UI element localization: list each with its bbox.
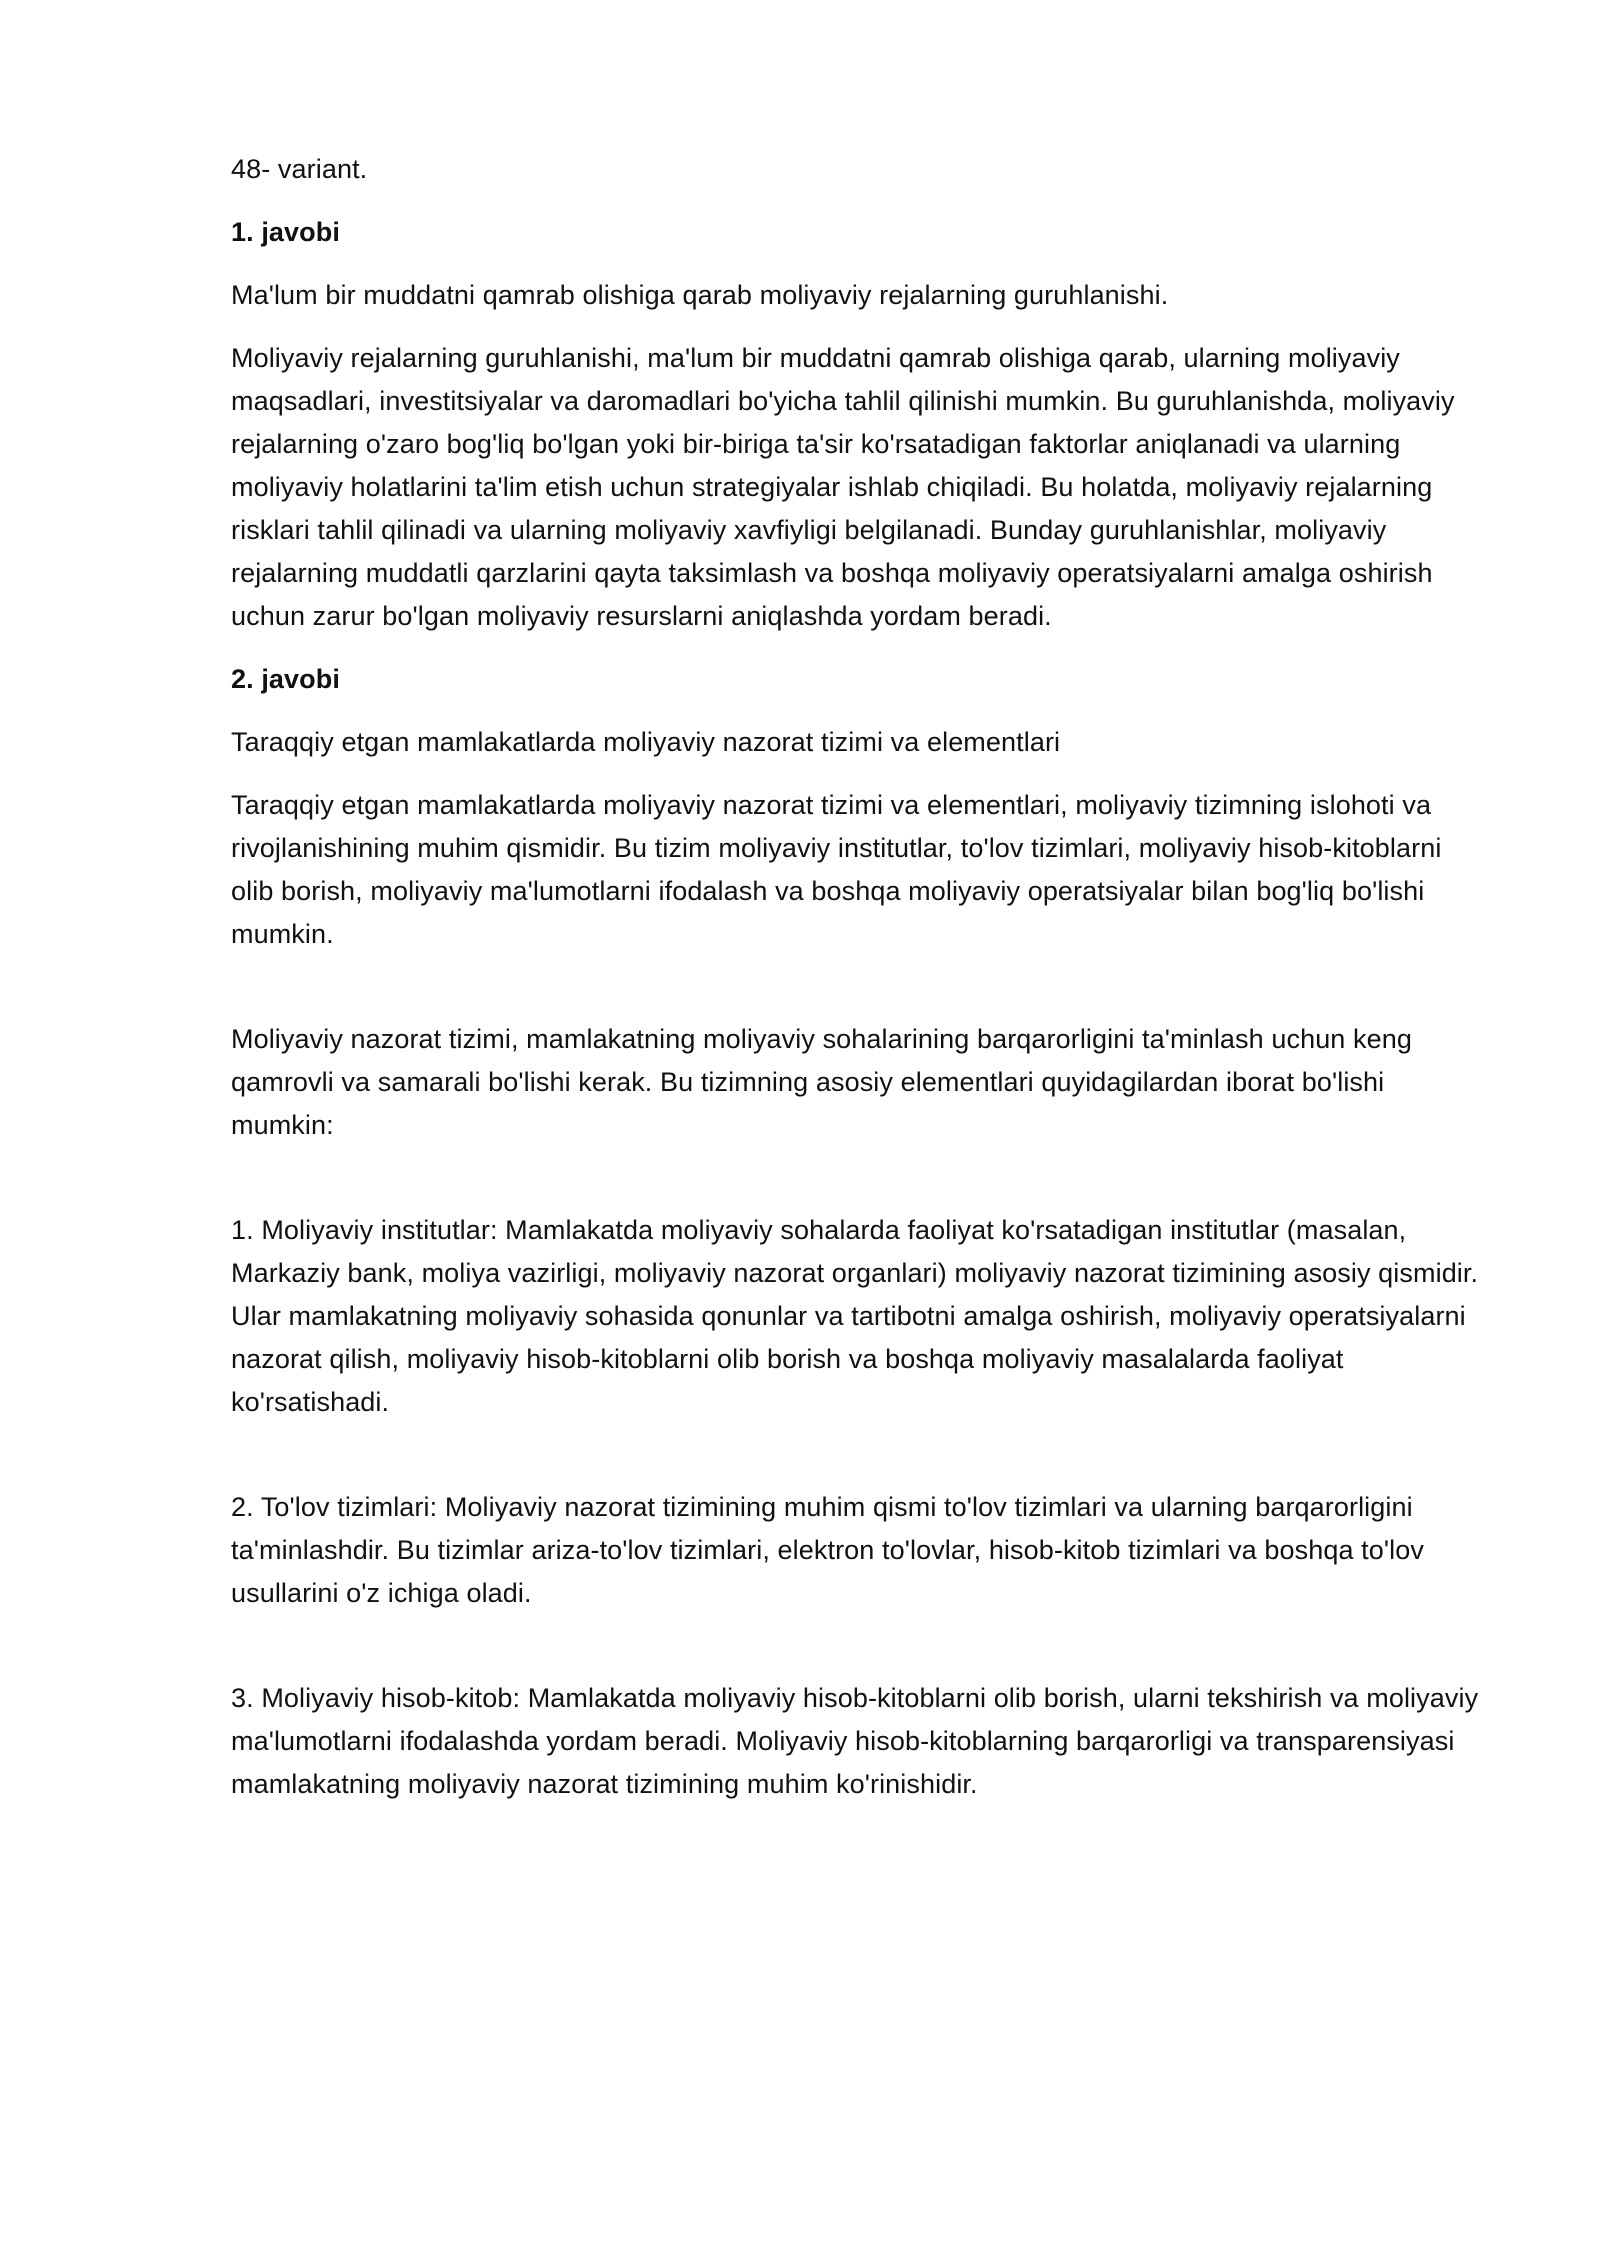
list-item-institutions: 1. Moliyaviy institutlar: Mamlakatda moliyaviy sohalarda faoliyat ko'rsatadigan institutlar (masalan, Markaziy bank, moliya vazirligi, moliyaviy nazorat organlari) moliyaviy nazorat tizimining asosiy qismidir. Ular mamlakatning moliyaviy sohasida qonunlar va tartibotni amalga oshirish, moliyaviy operatsiyalarni nazorat qilish, moliyaviy hisob-kitoblarni olib borish va boshqa moliyaviy masalalarda faoliyat ko'rsatishadi. bbox=[231, 1215, 1479, 1417]
section-1-topic: Ma'lum bir muddatni qamrab olishiga qarab moliyaviy rejalarning guruhlanishi. bbox=[231, 280, 1169, 310]
variant-label: 48- variant. bbox=[231, 154, 368, 184]
list-item-accounting: 3. Moliyaviy hisob-kitob: Mamlakatda moliyaviy hisob-kitoblarni olib borish, ularni tekshirish va moliyaviy ma'lumotlarni ifodalashda yordam beradi. Moliyaviy hisob-kitoblarning barqarorligi va transparensiyasi mamlakatning moliyaviy nazorat tizimining muhim ko'rinishidir. bbox=[231, 1683, 1479, 1799]
document-body bbox=[231, 148, 1491, 1806]
section-1-body: Moliyaviy rejalarning guruhlanishi, ma'lum bir muddatni qamrab olishiga qarab, ularning moliyaviy maqsadlari, investitsiyalar va daromadlari bo'yicha tahlil qilinishi mumkin. Bu guruhlanishda, moliyaviy rejalarning o'zaro bog'liq bo'lgan yoki bir-biriga ta'sir ko'rsatadigan faktorlar aniqlanadi va ularning moliyaviy holatlarini ta'lim etish uchun strategiyalar ishlab chiqiladi. Bu holatda, moliyaviy rejalarning risklari tahlil qilinadi va ularning moliyaviy xavfiyligi belgilanadi. Bunday guruhlanishlar, moliyaviy rejalarning muddatli qarzlarini qayta taksimlash va boshqa moliyaviy operatsiyalarni amalga oshirish uchun zarur bo'lgan moliyaviy resurslarni aniqlashda yordam beradi. bbox=[231, 343, 1455, 631]
section-1-heading: 1. javobi bbox=[231, 217, 340, 247]
section-2-heading: 2. javobi bbox=[231, 664, 340, 694]
section-2-intro: Taraqqiy etgan mamlakatlarda moliyaviy nazorat tizimi va elementlari, moliyaviy tizimning islohoti va rivojlanishining muhim qismidir. Bu tizim moliyaviy institutlar, to'lov tizimlari, moliyaviy hisob-kitoblarni olib borish, moliyaviy ma'lumotlarni ifodalash va boshqa moliyaviy operatsiyalar bilan bog'liq bo'lishi mumkin. bbox=[231, 790, 1442, 949]
section-2-system-paragraph: Moliyaviy nazorat tizimi, mamlakatning moliyaviy sohalarining barqarorligini ta'minlash uchun keng qamrovli va samarali bo'lishi kerak. Bu tizimning asosiy elementlari quyidagilardan iborat bo'lishi mumkin: bbox=[231, 1024, 1412, 1140]
section-2-topic: Taraqqiy etgan mamlakatlarda moliyaviy nazorat tizimi va elementlari bbox=[231, 727, 1061, 757]
list-item-payment-systems: 2. To'lov tizimlari: Moliyaviy nazorat tizimining muhim qismi to'lov tizimlari va ularning barqarorligini ta'minlashdir. Bu tizimlar ariza-to'lov tizimlari, elektron to'lovlar, hisob-kitob tizimlari va boshqa to'lov usullarini o'z ichiga oladi. bbox=[231, 1492, 1424, 1608]
